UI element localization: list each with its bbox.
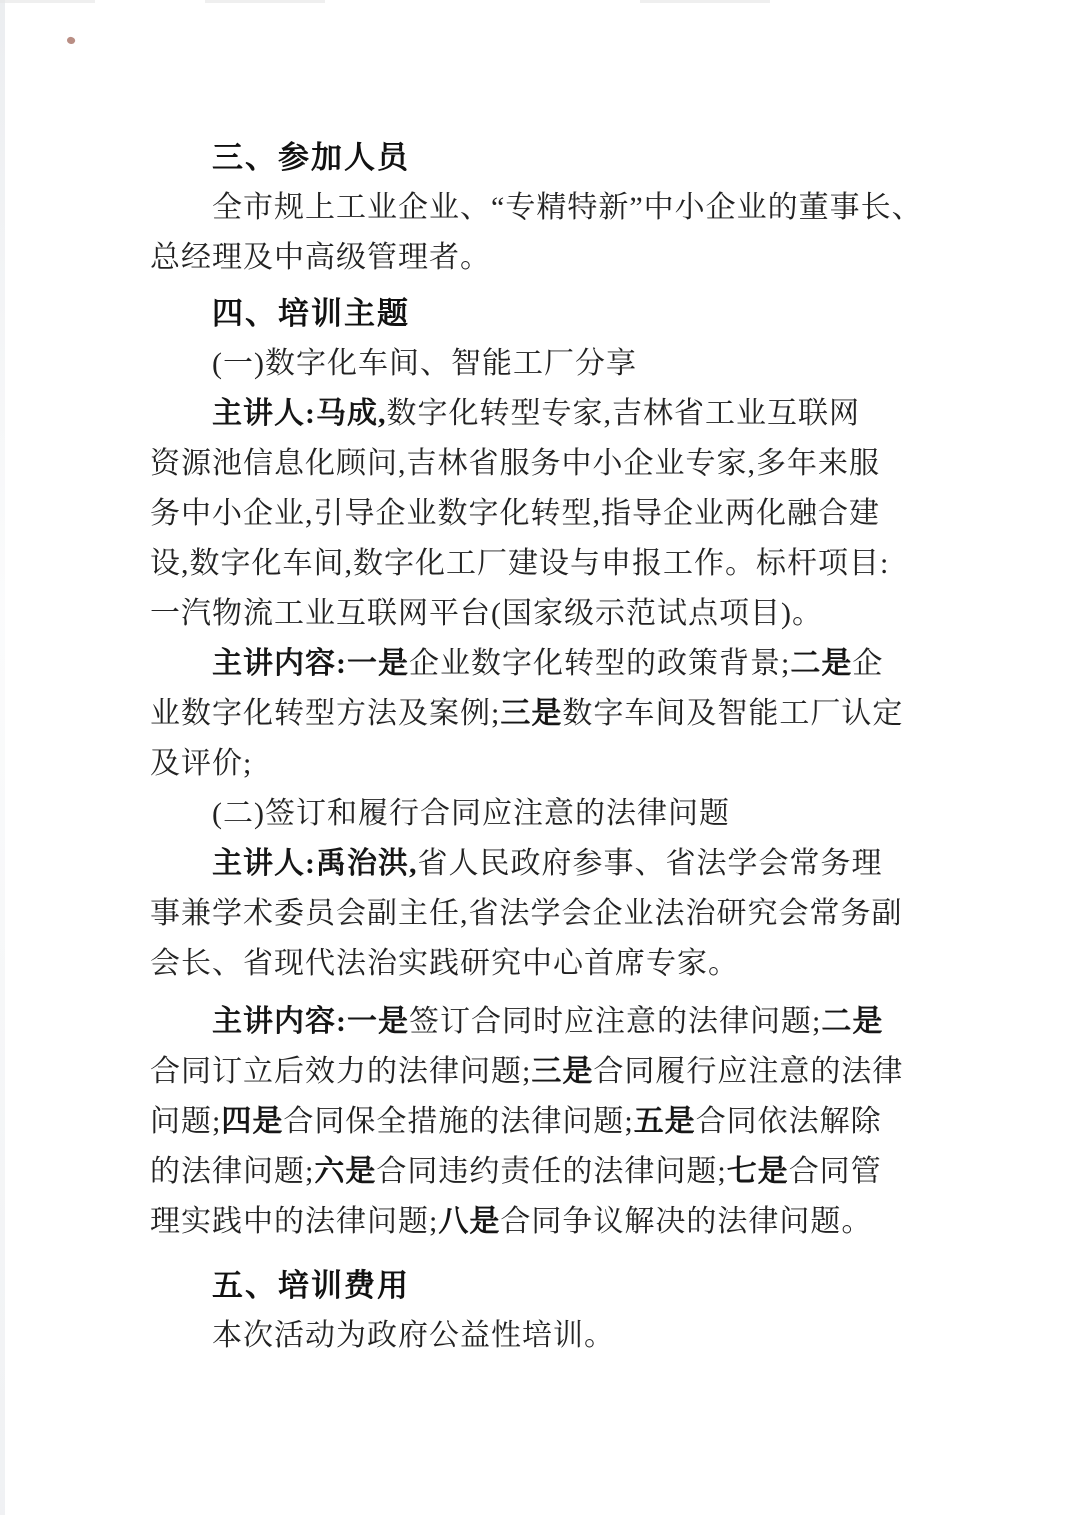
participants-line-2 <box>150 233 920 283</box>
topic2-speaker-line-2 <box>150 889 920 939</box>
ink-speck <box>66 36 76 46</box>
text-segment: 事兼学术委员会副主任,省法学会企业法治研究会常务副 <box>150 897 903 930</box>
topic2-content-line-2 <box>150 1047 920 1097</box>
topic1-speaker-line-5 <box>150 589 920 639</box>
text-segment: 合同订立后效力的法律问题; <box>150 1055 532 1088</box>
heading-text: 五、培训费用 <box>212 1268 410 1303</box>
document-body <box>150 133 923 1361</box>
topic1-content-line-3 <box>150 739 920 789</box>
topic1-title <box>150 339 920 389</box>
enumerator-label: 五是 <box>633 1105 696 1138</box>
topic2-speaker-line-3 <box>150 939 920 989</box>
text-segment: 务中小企业,引导企业数字化转型,指导企业两化融合建 <box>150 497 880 530</box>
topic1-speaker-line-3 <box>150 489 920 539</box>
text-segment: 及评价; <box>150 747 253 780</box>
text-segment: 业数字化转型方法及案例; <box>150 697 501 730</box>
topic1-speaker-line-2 <box>150 439 920 489</box>
content-label: 主讲内容:一是 <box>212 647 409 680</box>
text-segment: (一)数字化车间、智能工厂分享 <box>212 347 637 380</box>
heading-text: 四、培训主题 <box>212 296 410 331</box>
enumerator-label: 八是 <box>438 1205 501 1238</box>
text-segment: (二)签订和履行合同应注意的法律问题 <box>212 797 730 830</box>
topic2-content-line-1 <box>150 997 920 1047</box>
text-segment: 省人民政府参事、省法学会常务理 <box>417 847 883 880</box>
text-segment: 总经理及中高级管理者。 <box>150 241 491 274</box>
enumerator-label: 三是 <box>500 697 563 730</box>
text-segment: 问题; <box>150 1105 222 1138</box>
enumerator-label: 七是 <box>726 1155 789 1188</box>
enumerator-label: 三是 <box>531 1055 594 1088</box>
content-label: 主讲内容:一是 <box>212 1005 409 1038</box>
participants-line-1 <box>150 183 923 233</box>
topic2-title <box>150 789 920 839</box>
text-segment: 合同违约责任的法律问题; <box>376 1155 727 1188</box>
enumerator-label: 二是 <box>790 647 853 680</box>
scan-smudge <box>640 0 770 3</box>
topic1-content-line-1 <box>150 639 920 689</box>
scan-smudge <box>205 0 325 3</box>
topic2-speaker-line-1 <box>150 839 920 889</box>
enumerator-label: 四是 <box>221 1105 284 1138</box>
text-segment: 企业数字化转型的政策背景; <box>409 647 791 680</box>
topic2-content-line-5 <box>150 1197 920 1247</box>
text-segment: 会长、省现代法治实践研究中心首席专家。 <box>150 947 739 980</box>
text-segment: 一汽物流工业互联网平台(国家级示范试点项目)。 <box>150 597 823 630</box>
scan-edge-artifact <box>0 0 5 1515</box>
text-segment: 全市规上工业企业、“专精特新”中小企业的董事长、 <box>212 191 923 224</box>
text-segment: 合同保全措施的法律问题; <box>283 1105 634 1138</box>
enumerator-label: 二是 <box>821 1005 884 1038</box>
text-segment: 设,数字化车间,数字化工厂建设与申报工作。标杆项目: <box>150 547 890 580</box>
topic1-speaker-line-4 <box>150 539 920 589</box>
section5-heading <box>150 1261 920 1311</box>
section3-heading <box>150 133 920 183</box>
text-segment: 企 <box>852 647 884 680</box>
text-segment: 签订合同时应注意的法律问题; <box>409 1005 822 1038</box>
text-segment: 合同管 <box>788 1155 882 1188</box>
speaker-label: 主讲人:禹治洪, <box>212 847 418 880</box>
fee-line <box>150 1311 920 1361</box>
enumerator-label: 六是 <box>314 1155 377 1188</box>
text-segment: 合同依法解除 <box>695 1105 882 1138</box>
text-segment: 理实践中的法律问题; <box>150 1205 439 1238</box>
text-segment: 的法律问题; <box>150 1155 315 1188</box>
topic1-content-line-2 <box>150 689 920 739</box>
text-segment: 资源池信息化顾问,吉林省服务中小企业专家,多年来服 <box>150 447 880 480</box>
topic2-content-line-3 <box>150 1097 920 1147</box>
text-segment: 数字化转型专家,吉林省工业互联网 <box>386 397 860 430</box>
heading-text: 三、参加人员 <box>212 140 410 175</box>
topic1-speaker-line-1 <box>150 389 920 439</box>
speaker-label: 主讲人:马成, <box>212 397 387 430</box>
text-segment: 数字车间及智能工厂认定 <box>562 697 904 730</box>
scan-smudge <box>0 0 95 3</box>
topic2-content-line-4 <box>150 1147 920 1197</box>
text-segment: 合同争议解决的法律问题。 <box>500 1205 873 1238</box>
text-segment: 本次活动为政府公益性培训。 <box>212 1319 615 1352</box>
text-segment: 合同履行应注意的法律 <box>593 1055 904 1088</box>
section4-heading <box>150 289 920 339</box>
